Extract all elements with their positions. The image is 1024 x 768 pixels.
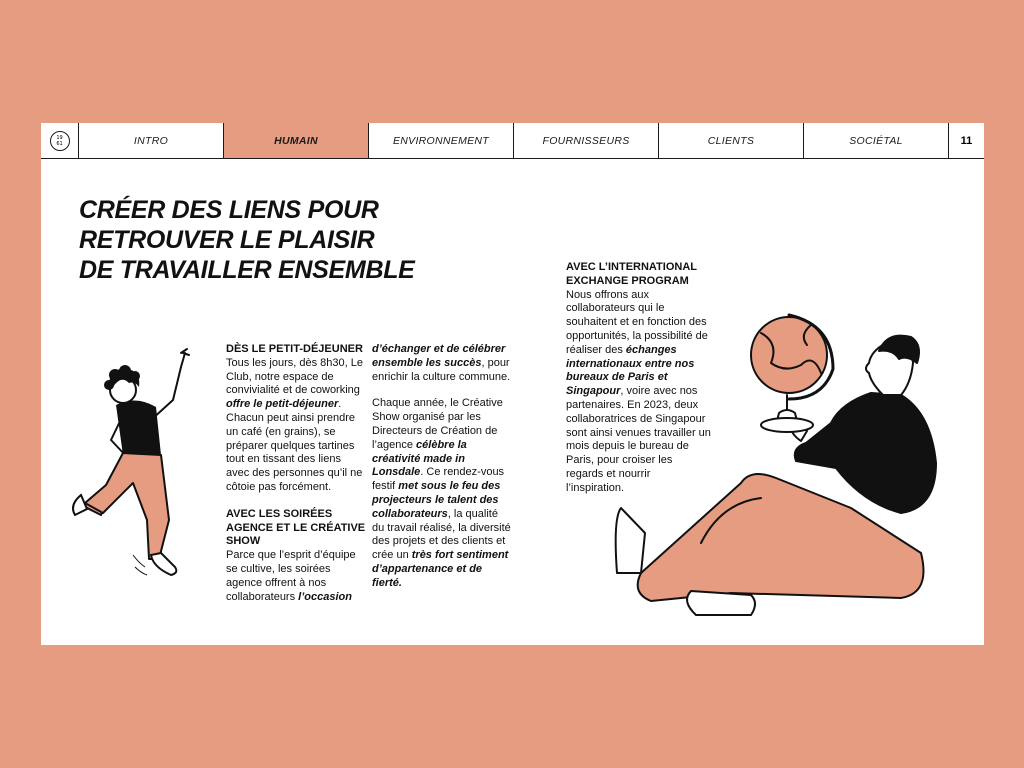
section-heading-breakfast: DÈS LE PETIT-DÉJEUNER bbox=[226, 343, 363, 355]
text-run: , pour enrichir la culture commune. bbox=[372, 356, 511, 383]
tab-humain[interactable]: HUMAIN bbox=[224, 123, 369, 158]
emphasis-run: l’occasion bbox=[298, 590, 352, 603]
emphasis-run: d’échanger et de célébrer ensemble les succès bbox=[372, 343, 506, 369]
emphasis-run: très fort sentiment d’appartenance et de fierté. bbox=[372, 549, 509, 589]
title-line-1: CRÉER DES LIENS POUR bbox=[79, 196, 379, 224]
tab-societal[interactable]: SOCIÉTAL bbox=[804, 123, 949, 158]
tab-fournisseurs[interactable]: FOURNISSEURS bbox=[514, 123, 659, 158]
paragraph-breakfast bbox=[226, 343, 366, 495]
paragraph-creative-show bbox=[372, 397, 512, 590]
text-run: . Chacun peut ainsi prendre un café (en grains), se préparer quelques tartines tout en tissant des liens avec des personnes qu’il ne côtoie pas forcément. bbox=[226, 398, 363, 493]
tab-intro[interactable]: INTRO bbox=[79, 123, 224, 158]
logo-bottom-text: 61 bbox=[56, 140, 63, 147]
tab-clients[interactable]: CLIENTS bbox=[659, 123, 804, 158]
emphasis-run: met sous le feu des projecteurs le talent des collaborateurs bbox=[372, 480, 501, 520]
section-heading-soirees: AVEC LES SOIRÉES AGENCE ET LE CRÉATIVE SHOW bbox=[226, 507, 366, 548]
text-run: Nous offrons aux collaborateurs qui le souhaitent et en fonction des opportunités, la possibilité de réaliser des bbox=[566, 288, 708, 356]
paragraph-soirees bbox=[226, 508, 366, 605]
text-run: Chaque année, le Créative Show organisé par les Directeurs de Création de l’agence bbox=[372, 397, 503, 451]
text-run: Tous les jours, dès 8h30, Le Club, notre espace de convivialité et de coworking bbox=[226, 356, 363, 397]
text-run: Parce que l’esprit d’équipe se cultive, les soirées agence offrent à nos collaborateurs bbox=[226, 549, 356, 603]
text-column-1 bbox=[226, 343, 366, 617]
tab-environnement[interactable]: ENVIRONNEMENT bbox=[369, 123, 514, 158]
page-number: 11 bbox=[960, 134, 973, 147]
text-column-2 bbox=[372, 343, 512, 604]
section-heading-exchange: AVEC L’INTERNATIONAL EXCHANGE PROGRAM bbox=[566, 261, 697, 287]
logo-top-text: 19 bbox=[56, 134, 63, 141]
document-page bbox=[41, 123, 984, 645]
emphasis-run: échanges internationaux entre nos bureaux de Paris et Singapour bbox=[566, 343, 695, 398]
text-run: . Ce rendez-vous festif bbox=[372, 466, 505, 493]
logo-badge-icon bbox=[50, 131, 70, 151]
dancing-person-illustration bbox=[61, 345, 201, 605]
text-run: , voire avec nos partenaires. En 2023, deux collaboratrices de Singapour sont ainsi venues travailler un mois depuis le bureau de Paris, pour croiser les regards et nourrir l’inspiration. bbox=[566, 385, 711, 494]
logo[interactable] bbox=[41, 123, 79, 158]
page-title bbox=[79, 195, 439, 285]
paragraph-celebrate bbox=[372, 343, 512, 384]
text-run: , la qualité du travail réalisé, la diversité des projets et des clients et crée un bbox=[372, 507, 511, 562]
title-line-3: DE TRAVAILLER ENSEMBLE bbox=[79, 256, 415, 284]
top-navigation bbox=[41, 123, 984, 159]
emphasis-run: célèbre la créativité made in Lonsdale bbox=[372, 438, 467, 479]
title-line-2: RETROUVER LE PLAISIR bbox=[79, 226, 375, 254]
emphasis-run: offre le petit-déjeuner bbox=[226, 398, 339, 411]
seated-person-with-globe-illustration bbox=[601, 303, 941, 623]
